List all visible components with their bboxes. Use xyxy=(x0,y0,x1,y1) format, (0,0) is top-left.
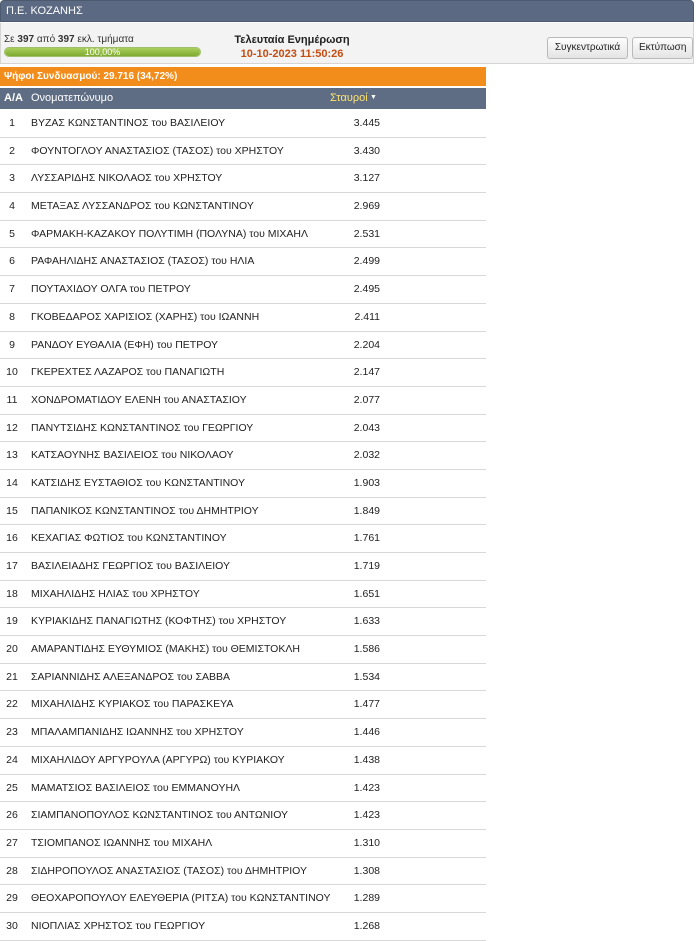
candidate-votes: 1.477 xyxy=(353,698,380,711)
candidate-name: ΡΑΝΔΟΥ ΕΥΘΑΛΙΑ (ΕΦΗ) του ΠΕΤΡΟΥ xyxy=(31,338,219,351)
candidate-votes: 2.204 xyxy=(353,338,380,351)
candidate-votes: 1.446 xyxy=(353,726,380,739)
candidate-name: ΦΑΡΜΑΚΗ-ΚΑΖΑΚΟΥ ΠΟΛΥΤΙΜΗ (ΠΟΛΥΝΑ) του ΜΙΧΑΗΛ xyxy=(31,227,309,240)
candidate-votes: 1.761 xyxy=(353,532,380,545)
candidate-votes: 2.531 xyxy=(353,227,380,240)
candidate-name: ΠΑΠΑΝΙΚΟΣ ΚΩΝΣΤΑΝΤΙΝΟΣ του ΔΗΜΗΤΡΙΟΥ xyxy=(31,504,259,517)
progress-label: 100,00% xyxy=(84,47,121,57)
candidate-name: ΜΙΧΑΗΛΙΔΟΥ ΑΡΓΥΡΟΥΛΑ (ΑΡΓΥΡΩ) του ΚΥΡΙΑΚΟΥ xyxy=(31,753,285,766)
row-number: 30 xyxy=(6,919,18,932)
combination-votes-label: Ψήφοι Συνδυασμού: 29.716 (34,72%) xyxy=(4,71,178,82)
candidate-name: ΣΑΡΙΑΝΝΙΔΗΣ ΑΛΕΞΑΝΔΡΟΣ του ΣΑΒΒΑ xyxy=(31,670,230,683)
row-number: 15 xyxy=(6,504,18,517)
table-row xyxy=(0,691,486,719)
row-number: 14 xyxy=(6,476,18,489)
table-row xyxy=(0,636,486,664)
table-row xyxy=(0,110,486,138)
candidate-votes: 1.651 xyxy=(353,587,380,600)
sections-suffix: εκλ. τμήματα xyxy=(77,34,134,45)
candidate-votes: 1.586 xyxy=(353,643,380,656)
row-number: 13 xyxy=(6,449,18,462)
sections-middle: από xyxy=(36,34,56,45)
candidate-votes: 2.495 xyxy=(353,283,380,296)
candidate-name: ΠΑΝΥΤΣΙΔΗΣ ΚΩΝΣΤΑΝΤΙΝΟΣ του ΓΕΩΡΓΙΟΥ xyxy=(31,421,254,434)
table-row xyxy=(0,415,486,443)
row-number: 2 xyxy=(9,144,15,157)
row-number: 23 xyxy=(6,726,18,739)
counting-progress-bar xyxy=(4,47,201,57)
table-row xyxy=(0,193,486,221)
row-number: 22 xyxy=(6,698,18,711)
table-row xyxy=(0,719,486,747)
table-row xyxy=(0,525,486,553)
candidate-votes: 2.969 xyxy=(353,200,380,213)
candidate-name: ΒΥΖΑΣ ΚΩΝΣΤΑΝΤΙΝΟΣ του ΒΑΣΙΛΕΙΟΥ xyxy=(31,117,226,129)
candidate-votes: 1.268 xyxy=(353,919,380,932)
last-update-time: 10-10-2023 11:50:26 xyxy=(240,48,344,60)
row-number: 5 xyxy=(9,227,15,240)
table-row xyxy=(0,858,486,886)
table-row xyxy=(0,747,486,775)
table-row xyxy=(0,221,486,249)
combination-votes-bar xyxy=(0,67,486,86)
region-title: Π.Ε. ΚΟΖΑΝΗΣ xyxy=(6,5,83,17)
candidate-name: ΦΟΥΝΤΟΓΛΟΥ ΑΝΑΣΤΑΣΙΟΣ (ΤΑΣΟΣ) του ΧΡΗΣΤΟΥ xyxy=(31,144,284,157)
candidate-name: ΛΥΣΣΑΡΙΔΗΣ ΝΙΚΟΛΑΟΣ του ΧΡΗΣΤΟΥ xyxy=(31,172,223,185)
row-number: 12 xyxy=(6,421,18,434)
row-number: 18 xyxy=(6,587,18,600)
candidate-votes: 1.423 xyxy=(353,781,380,794)
sections-done: 397 xyxy=(17,34,35,45)
column-header-name[interactable]: Ονοματεπώνυμο xyxy=(31,92,114,104)
row-number: 17 xyxy=(6,560,18,572)
row-number: 27 xyxy=(6,836,18,849)
candidate-name: ΓΚΕΡΕΧΤΕΣ ΛΑΖΑΡΟΣ του ΠΑΝΑΓΙΩΤΗ xyxy=(31,366,225,379)
candidate-name: ΧΟΝΔΡΟΜΑΤΙΔΟΥ ΕΛΕΝΗ του ΑΝΑΣΤΑΣΙΟΥ xyxy=(31,393,247,406)
row-number: 1 xyxy=(9,117,15,129)
candidate-name: ΓΚΟΒΕΔΑΡΟΣ ΧΑΡΙΣΙΟΣ (ΧΑΡΗΣ) του ΙΩΑΝΝΗ xyxy=(31,310,260,323)
last-update-title: Τελευταία Ενημέρωση xyxy=(234,34,350,46)
candidate-name: ΠΟΥΤΑΧΙΔΟΥ ΟΛΓΑ του ΠΕΤΡΟΥ xyxy=(31,283,191,296)
candidate-votes: 1.719 xyxy=(353,560,380,572)
table-row xyxy=(0,802,486,830)
sections-total: 397 xyxy=(57,34,75,45)
row-number: 26 xyxy=(6,809,18,822)
row-number: 3 xyxy=(9,172,15,185)
candidate-votes: 1.903 xyxy=(353,476,380,489)
table-row xyxy=(0,359,486,387)
candidate-votes: 1.423 xyxy=(353,809,380,822)
candidate-votes: 1.310 xyxy=(353,836,380,849)
table-row xyxy=(0,885,486,913)
row-number: 9 xyxy=(9,338,15,351)
table-row xyxy=(0,138,486,166)
sort-desc-icon[interactable]: ▼ xyxy=(370,94,377,101)
candidate-votes: 2.032 xyxy=(353,449,380,462)
candidate-name: ΜΙΧΑΗΛΙΔΗΣ ΗΛΙΑΣ του ΧΡΗΣΤΟΥ xyxy=(31,587,200,600)
table-row xyxy=(0,913,486,941)
sections-prefix: Σε xyxy=(4,34,15,45)
candidate-votes: 2.077 xyxy=(353,393,380,406)
table-row xyxy=(0,442,486,470)
table-row xyxy=(0,332,486,360)
row-number: 4 xyxy=(9,200,15,213)
row-number: 29 xyxy=(6,892,18,905)
row-number: 8 xyxy=(9,310,15,323)
candidate-votes: 1.633 xyxy=(353,615,380,628)
candidates-table xyxy=(0,110,486,941)
candidate-name: ΜΙΧΑΗΛΙΔΗΣ ΚΥΡΙΑΚΟΣ του ΠΑΡΑΣΚΕΥΑ xyxy=(31,698,234,711)
candidate-name: ΜΑΜΑΤΣΙΟΣ ΒΑΣΙΛΕΙΟΣ του ΕΜΜΑΝΟΥΗΛ xyxy=(31,781,241,794)
candidate-votes: 1.289 xyxy=(353,892,380,905)
candidate-votes: 1.308 xyxy=(353,864,380,877)
row-number: 21 xyxy=(6,670,18,683)
table-header xyxy=(0,88,486,109)
table-row xyxy=(0,581,486,609)
table-row xyxy=(0,664,486,692)
print-button[interactable]: Εκτύπωση xyxy=(632,37,693,59)
candidate-name: ΤΣΙΟΜΠΑΝΟΣ ΙΩΑΝΝΗΣ του ΜΙΧΑΗΛ xyxy=(31,836,213,849)
candidate-name: ΚΑΤΣΑΟΥΝΗΣ ΒΑΣΙΛΕΙΟΣ του ΝΙΚΟΛΑΟΥ xyxy=(31,449,234,462)
row-number: 7 xyxy=(9,283,15,296)
candidate-votes: 1.438 xyxy=(353,753,380,766)
candidate-name: ΚΕΧΑΓΙΑΣ ΦΩΤΙΟΣ του ΚΩΝΣΤΑΝΤΙΝΟΥ xyxy=(31,532,227,545)
row-number: 24 xyxy=(6,753,18,766)
table-row xyxy=(0,248,486,276)
table-row xyxy=(0,553,486,581)
candidate-name: ΝΙΟΠΛΙΑΣ ΧΡΗΣΤΟΣ του ΓΕΩΡΓΙΟΥ xyxy=(31,919,206,932)
candidate-votes: 3.430 xyxy=(353,144,380,157)
table-row xyxy=(0,498,486,526)
candidate-name: ΒΑΣΙΛΕΙΑΔΗΣ ΓΕΩΡΓΙΟΣ του ΒΑΣΙΛΕΙΟΥ xyxy=(31,560,230,572)
row-number: 6 xyxy=(9,255,15,268)
candidate-votes: 2.499 xyxy=(353,255,380,268)
column-header-aa: Α/Α xyxy=(4,92,23,104)
table-row xyxy=(0,830,486,858)
table-row xyxy=(0,276,486,304)
candidate-name: ΑΜΑΡΑΝΤΙΔΗΣ ΕΥΘΥΜΙΟΣ (ΜΑΚΗΣ) του ΘΕΜΙΣΤΟΚΛΗ xyxy=(31,643,300,656)
summary-button[interactable]: Συγκεντρωτικά xyxy=(547,37,628,59)
table-row xyxy=(0,608,486,636)
candidate-name: ΣΙΔΗΡΟΠΟΥΛΟΣ ΑΝΑΣΤΑΣΙΟΣ (ΤΑΣΟΣ) του ΔΗΜΗΤΡΙΟΥ xyxy=(31,864,308,877)
candidate-name: ΚΥΡΙΑΚΙΔΗΣ ΠΑΝΑΓΙΩΤΗΣ (ΚΟΦΤΗΣ) του ΧΡΗΣΤΟΥ xyxy=(31,615,287,628)
table-row xyxy=(0,304,486,332)
candidate-votes: 1.849 xyxy=(353,504,380,517)
candidate-name: ΚΑΤΣΙΔΗΣ ΕΥΣΤΑΘΙΟΣ του ΚΩΝΣΤΑΝΤΙΝΟΥ xyxy=(31,476,246,489)
sections-counted-text xyxy=(4,34,134,45)
status-bar xyxy=(0,23,694,64)
row-number: 16 xyxy=(6,532,18,545)
candidate-votes: 1.534 xyxy=(353,670,380,683)
row-number: 20 xyxy=(6,643,18,656)
candidate-votes: 3.127 xyxy=(353,172,380,185)
candidate-name: ΜΕΤΑΞΑΣ ΛΥΣΣΑΝΔΡΟΣ του ΚΩΝΣΤΑΝΤΙΝΟΥ xyxy=(31,200,254,213)
row-number: 11 xyxy=(6,393,18,406)
row-number: 28 xyxy=(6,864,18,877)
column-header-votes[interactable]: Σταυροί xyxy=(330,92,368,104)
candidate-name: ΘΕΟΧΑΡΟΠΟΥΛΟΥ ΕΛΕΥΘΕΡΙΑ (ΡΙΤΣΑ) του ΚΩΝΣΤΑΝΤΙΝΟΥ xyxy=(31,892,331,905)
candidate-votes: 2.043 xyxy=(353,421,380,434)
table-row xyxy=(0,165,486,193)
table-row xyxy=(0,387,486,415)
candidate-name: ΜΠΑΛΑΜΠΑΝΙΔΗΣ ΙΩΑΝΝΗΣ του ΧΡΗΣΤΟΥ xyxy=(31,726,244,739)
candidate-votes: 2.411 xyxy=(354,310,380,323)
candidate-votes: 3.445 xyxy=(353,117,380,129)
candidate-name: ΣΙΑΜΠΑΝΟΠΟΥΛΟΣ ΚΩΝΣΤΑΝΤΙΝΟΣ του ΑΝΤΩΝΙΟΥ xyxy=(31,809,289,822)
row-number: 19 xyxy=(6,615,18,628)
candidate-votes: 2.147 xyxy=(353,366,380,379)
row-number: 10 xyxy=(6,366,18,379)
table-row xyxy=(0,470,486,498)
table-row xyxy=(0,775,486,803)
region-title-bar xyxy=(0,0,694,22)
row-number: 25 xyxy=(6,781,18,794)
candidate-name: ΡΑΦΑΗΛΙΔΗΣ ΑΝΑΣΤΑΣΙΟΣ (ΤΑΣΟΣ) του ΗΛΙΑ xyxy=(31,255,255,268)
